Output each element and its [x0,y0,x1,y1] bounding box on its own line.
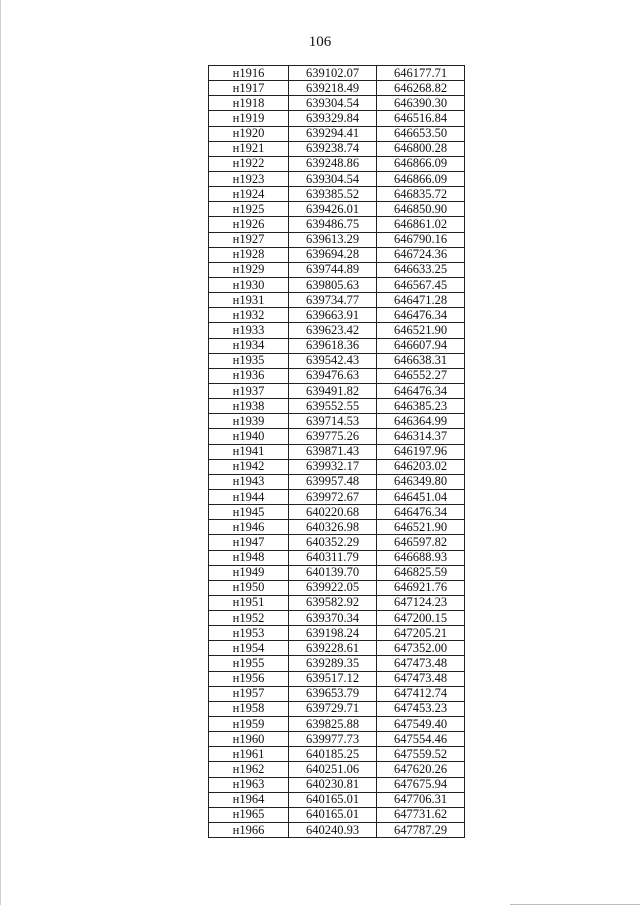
y-coordinate-cell: 646390.30 [377,96,465,111]
table-row [209,111,465,126]
point-id-cell: н1930 [209,277,289,292]
y-coordinate-cell: 646835.72 [377,187,465,202]
table-row [209,338,465,353]
x-coordinate-cell: 639734.77 [289,293,377,308]
point-id-cell: н1959 [209,717,289,732]
point-id-cell: н1954 [209,641,289,656]
y-coordinate-cell: 647706.31 [377,792,465,807]
table-row [209,717,465,732]
x-coordinate-cell: 639729.71 [289,701,377,716]
table-row [209,429,465,444]
table-row [209,520,465,535]
y-coordinate-cell: 646451.04 [377,489,465,504]
point-id-cell: н1957 [209,686,289,701]
x-coordinate-cell: 639775.26 [289,429,377,444]
table-row [209,368,465,383]
x-coordinate-cell: 639623.42 [289,323,377,338]
point-id-cell: н1938 [209,399,289,414]
y-coordinate-cell: 646825.59 [377,565,465,580]
table-row [209,202,465,217]
x-coordinate-cell: 639248.86 [289,156,377,171]
point-id-cell: н1918 [209,96,289,111]
x-coordinate-cell: 639385.52 [289,187,377,202]
point-id-cell: н1925 [209,202,289,217]
point-id-cell: н1964 [209,792,289,807]
point-id-cell: н1958 [209,701,289,716]
x-coordinate-cell: 640240.93 [289,823,377,838]
x-coordinate-cell: 639238.74 [289,141,377,156]
x-coordinate-cell: 639871.43 [289,444,377,459]
x-coordinate-cell: 639426.01 [289,202,377,217]
point-id-cell: н1956 [209,671,289,686]
y-coordinate-cell: 646790.16 [377,232,465,247]
x-coordinate-cell: 639957.48 [289,474,377,489]
x-coordinate-cell: 640251.06 [289,762,377,777]
point-id-cell: н1963 [209,777,289,792]
point-id-cell: н1940 [209,429,289,444]
table-row [209,323,465,338]
y-coordinate-cell: 647731.62 [377,807,465,822]
x-coordinate-cell: 640220.68 [289,505,377,520]
table-row [209,686,465,701]
table-row [209,96,465,111]
point-id-cell: н1934 [209,338,289,353]
point-id-cell: н1955 [209,656,289,671]
table-row [209,126,465,141]
y-coordinate-cell: 646861.02 [377,217,465,232]
y-coordinate-cell: 646476.34 [377,308,465,323]
y-coordinate-cell: 646385.23 [377,399,465,414]
point-id-cell: н1947 [209,535,289,550]
x-coordinate-cell: 639476.63 [289,368,377,383]
x-coordinate-cell: 640311.79 [289,550,377,565]
table-row [209,262,465,277]
point-id-cell: н1952 [209,611,289,626]
table-row [209,414,465,429]
table-row [209,807,465,822]
y-coordinate-cell: 646653.50 [377,126,465,141]
x-coordinate-cell: 639517.12 [289,671,377,686]
point-id-cell: н1927 [209,232,289,247]
y-coordinate-cell: 646866.09 [377,156,465,171]
table-row [209,823,465,838]
x-coordinate-cell: 639370.34 [289,611,377,626]
x-coordinate-cell: 639582.92 [289,595,377,610]
point-id-cell: н1932 [209,308,289,323]
point-id-cell: н1960 [209,732,289,747]
y-coordinate-cell: 646800.28 [377,141,465,156]
x-coordinate-cell: 639486.75 [289,217,377,232]
table-row [209,353,465,368]
y-coordinate-cell: 646476.34 [377,505,465,520]
y-coordinate-cell: 646921.76 [377,580,465,595]
point-id-cell: н1965 [209,807,289,822]
point-id-cell: н1961 [209,747,289,762]
point-id-cell: н1936 [209,368,289,383]
point-id-cell: н1962 [209,762,289,777]
y-coordinate-cell: 646850.90 [377,202,465,217]
x-coordinate-cell: 640165.01 [289,807,377,822]
table-row [209,308,465,323]
table-row [209,747,465,762]
x-coordinate-cell: 640326.98 [289,520,377,535]
x-coordinate-cell: 639304.54 [289,171,377,186]
point-id-cell: н1966 [209,823,289,838]
point-id-cell: н1923 [209,171,289,186]
table-row [209,580,465,595]
y-coordinate-cell: 646633.25 [377,262,465,277]
point-id-cell: н1921 [209,141,289,156]
table-row [209,247,465,262]
point-id-cell: н1945 [209,505,289,520]
y-coordinate-cell: 646607.94 [377,338,465,353]
table-row [209,171,465,186]
x-coordinate-cell: 640185.25 [289,747,377,762]
y-coordinate-cell: 647554.46 [377,732,465,747]
y-coordinate-cell: 646516.84 [377,111,465,126]
x-coordinate-cell: 639663.91 [289,308,377,323]
point-id-cell: н1946 [209,520,289,535]
x-coordinate-cell: 639618.36 [289,338,377,353]
point-id-cell: н1937 [209,383,289,398]
table-row [209,505,465,520]
y-coordinate-cell: 646471.28 [377,293,465,308]
page-edge-left [0,0,1,905]
y-coordinate-cell: 646268.82 [377,81,465,96]
x-coordinate-cell: 639653.79 [289,686,377,701]
x-coordinate-cell: 639932.17 [289,459,377,474]
point-id-cell: н1919 [209,111,289,126]
y-coordinate-cell: 646688.93 [377,550,465,565]
table-row [209,701,465,716]
point-id-cell: н1926 [209,217,289,232]
y-coordinate-cell: 646476.34 [377,383,465,398]
table-row [209,444,465,459]
x-coordinate-cell: 639218.49 [289,81,377,96]
y-coordinate-cell: 647352.00 [377,641,465,656]
table-row [209,595,465,610]
point-id-cell: н1951 [209,595,289,610]
point-id-cell: н1949 [209,565,289,580]
x-coordinate-cell: 639805.63 [289,277,377,292]
y-coordinate-cell: 647549.40 [377,717,465,732]
table-row [209,474,465,489]
table-row [209,383,465,398]
y-coordinate-cell: 647620.26 [377,762,465,777]
x-coordinate-cell: 639977.73 [289,732,377,747]
point-id-cell: н1942 [209,459,289,474]
y-coordinate-cell: 646197.96 [377,444,465,459]
x-coordinate-cell: 639491.82 [289,383,377,398]
y-coordinate-cell: 647205.21 [377,626,465,641]
point-id-cell: н1929 [209,262,289,277]
table-row [209,399,465,414]
x-coordinate-cell: 639744.89 [289,262,377,277]
table-row [209,277,465,292]
table-row [209,762,465,777]
coordinates-table [208,65,465,838]
point-id-cell: н1931 [209,293,289,308]
table-row [209,535,465,550]
table-row [209,156,465,171]
y-coordinate-cell: 646597.82 [377,535,465,550]
point-id-cell: н1917 [209,81,289,96]
x-coordinate-cell: 640139.70 [289,565,377,580]
y-coordinate-cell: 646552.27 [377,368,465,383]
point-id-cell: н1928 [209,247,289,262]
coordinates-table-body [209,66,465,838]
y-coordinate-cell: 646724.36 [377,247,465,262]
table-row [209,626,465,641]
x-coordinate-cell: 640230.81 [289,777,377,792]
y-coordinate-cell: 647453.23 [377,701,465,716]
x-coordinate-cell: 639694.28 [289,247,377,262]
y-coordinate-cell: 646349.80 [377,474,465,489]
table-row [209,187,465,202]
point-id-cell: н1948 [209,550,289,565]
table-row [209,671,465,686]
x-coordinate-cell: 639289.35 [289,656,377,671]
point-id-cell: н1950 [209,580,289,595]
table-row [209,217,465,232]
y-coordinate-cell: 646203.02 [377,459,465,474]
point-id-cell: н1943 [209,474,289,489]
point-id-cell: н1944 [209,489,289,504]
y-coordinate-cell: 646177.71 [377,66,465,81]
y-coordinate-cell: 646521.90 [377,323,465,338]
table-row [209,81,465,96]
y-coordinate-cell: 646866.09 [377,171,465,186]
x-coordinate-cell: 639714.53 [289,414,377,429]
table-row [209,792,465,807]
point-id-cell: н1924 [209,187,289,202]
x-coordinate-cell: 639294.41 [289,126,377,141]
x-coordinate-cell: 639198.24 [289,626,377,641]
x-coordinate-cell: 639613.29 [289,232,377,247]
point-id-cell: н1933 [209,323,289,338]
x-coordinate-cell: 640165.01 [289,792,377,807]
y-coordinate-cell: 647473.48 [377,671,465,686]
x-coordinate-cell: 640352.29 [289,535,377,550]
y-coordinate-cell: 646364.99 [377,414,465,429]
table-row [209,489,465,504]
x-coordinate-cell: 639825.88 [289,717,377,732]
table-row [209,777,465,792]
table-row [209,565,465,580]
y-coordinate-cell: 647124.23 [377,595,465,610]
x-coordinate-cell: 639542.43 [289,353,377,368]
point-id-cell: н1916 [209,66,289,81]
x-coordinate-cell: 639972.67 [289,489,377,504]
y-coordinate-cell: 647559.52 [377,747,465,762]
table-row [209,141,465,156]
table-row [209,293,465,308]
y-coordinate-cell: 647412.74 [377,686,465,701]
point-id-cell: н1939 [209,414,289,429]
y-coordinate-cell: 646314.37 [377,429,465,444]
y-coordinate-cell: 647675.94 [377,777,465,792]
y-coordinate-cell: 647787.29 [377,823,465,838]
y-coordinate-cell: 647473.48 [377,656,465,671]
table-row [209,611,465,626]
x-coordinate-cell: 639329.84 [289,111,377,126]
point-id-cell: н1941 [209,444,289,459]
table-row [209,550,465,565]
x-coordinate-cell: 639922.05 [289,580,377,595]
x-coordinate-cell: 639552.55 [289,399,377,414]
page-number: 106 [308,34,332,50]
x-coordinate-cell: 639304.54 [289,96,377,111]
x-coordinate-cell: 639102.07 [289,66,377,81]
y-coordinate-cell: 646638.31 [377,353,465,368]
table-row [209,66,465,81]
y-coordinate-cell: 646521.90 [377,520,465,535]
point-id-cell: н1935 [209,353,289,368]
point-id-cell: н1920 [209,126,289,141]
table-row [209,232,465,247]
y-coordinate-cell: 647200.15 [377,611,465,626]
table-row [209,656,465,671]
table-row [209,459,465,474]
x-coordinate-cell: 639228.61 [289,641,377,656]
y-coordinate-cell: 646567.45 [377,277,465,292]
table-row [209,641,465,656]
point-id-cell: н1922 [209,156,289,171]
point-id-cell: н1953 [209,626,289,641]
table-row [209,732,465,747]
